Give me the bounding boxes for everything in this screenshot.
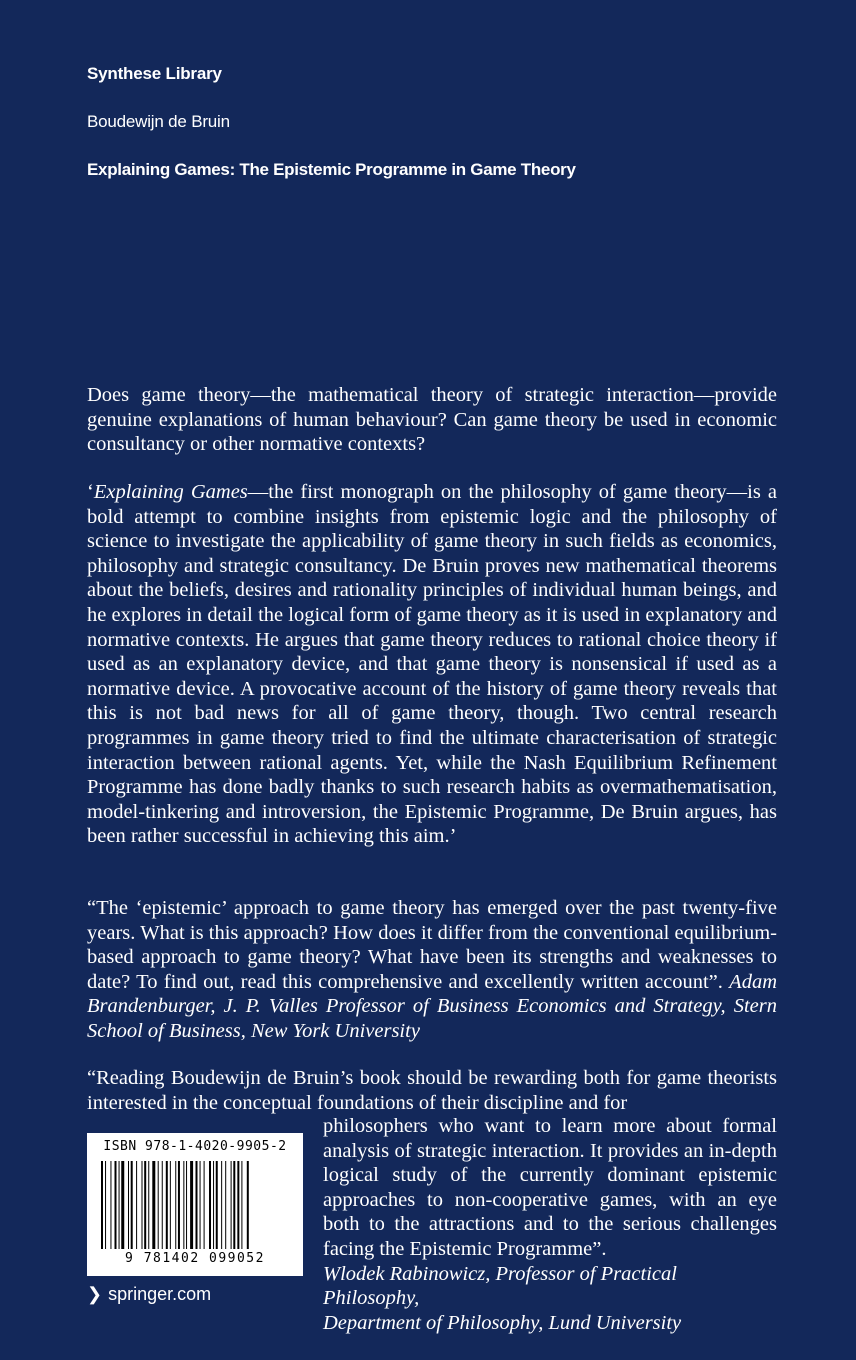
blurb-paragraph bbox=[87, 480, 777, 849]
barcode-bar bbox=[162, 1161, 163, 1249]
author-name: Boudewijn de Bruin bbox=[87, 112, 230, 131]
barcode-bar bbox=[200, 1161, 201, 1249]
review-quote-rabinowicz-rest bbox=[323, 1114, 777, 1335]
barcode-bar bbox=[186, 1161, 187, 1249]
review-attribution: Adam Brandenburger, J. P. Valles Professor of Business Economics and Strategy, Stern School of Business, New York University bbox=[87, 970, 777, 1042]
publisher-link[interactable] bbox=[87, 1284, 211, 1305]
review-attribution: Wlodek Rabinowicz, Professor of Practical Philosophy, bbox=[323, 1262, 677, 1310]
barcode-bar bbox=[148, 1161, 149, 1249]
barcode-bar bbox=[225, 1161, 226, 1249]
barcode-bar bbox=[110, 1161, 111, 1249]
blurb-book-title: Explaining Games bbox=[93, 481, 248, 503]
barcode-bar bbox=[216, 1161, 218, 1249]
barcode-bars bbox=[99, 1161, 291, 1253]
blurb-text: —the first monograph on the philosophy of game theory—is a bold attempt to combine insights from epistemic logic and the philosophy of science to investigate the applicability of game theory in such fields as economics, philosophy and strategic consultancy. De Bruin proves new mathematical theorems about the beliefs, desires and rationality principles of individual human beings, and he explores in detail the logical form of game theory as it is used in explanatory and normative contexts. He argues that game theory reduces to rational choice theory if used as an explanatory device, and that game theory is nonsensical if used as a normative device. A provocative account of the history of game theory reveals that this is not bad news for all of game theory, though. Two central research programmes in game theory tried to find the ultimate characterisation of strategic interaction between rational agents. Yet, while the Nash Equilibrium Refinement Programme has done badly thanks to such research habits as overmathematisation, model-tinkering and introversion, the Epistemic Programme, De Bruin argues, has been rather successful in achieving this aim.’ bbox=[87, 481, 777, 848]
barcode-bar bbox=[131, 1161, 133, 1249]
review-attribution-affiliation: Department of Philosophy, Lund University bbox=[323, 1311, 682, 1334]
barcode-bar bbox=[128, 1161, 129, 1249]
barcode-bar bbox=[190, 1161, 193, 1249]
review-quote-rabinowicz-start: “Reading Boudewijn de Bruin’s book should be rewarding both for game theorists interested in the conceptual foundations of their discipline and for bbox=[87, 1067, 777, 1114]
barcode-bar bbox=[183, 1161, 184, 1249]
publisher-link-text: springer.com bbox=[108, 1284, 212, 1304]
review-text: philosophers who want to learn more about formal analysis of strategic interaction. It provides an in-depth logical study of the currently dominant epistemic approaches to non-cooperative games, with an eye both to the attractions and to the serious challenges facing the Epistemic Programme”. bbox=[323, 1115, 777, 1260]
barcode-bar bbox=[105, 1161, 106, 1249]
barcode-digits: 9 781402 099052 bbox=[125, 1251, 265, 1266]
description-paragraph: Does game theory—the mathematical theory of strategic interaction—provide genuine explanations of human behaviour? Can game theory be used in economic consultancy or other normative contexts? bbox=[87, 384, 777, 456]
barcode-bar bbox=[152, 1161, 155, 1249]
barcode-bar bbox=[119, 1161, 120, 1249]
barcode-bar bbox=[213, 1161, 214, 1249]
barcode-bar bbox=[144, 1161, 146, 1249]
barcode-bar bbox=[241, 1161, 242, 1249]
book-title: Explaining Games: The Epistemic Programme in Game Theory bbox=[87, 160, 576, 179]
chevron-right-icon: ❯ bbox=[87, 1284, 103, 1304]
barcode-bar bbox=[247, 1161, 249, 1249]
barcode-bar bbox=[233, 1161, 235, 1249]
barcode-bar bbox=[209, 1161, 211, 1249]
isbn-barcode bbox=[87, 1133, 303, 1276]
review-quote-brandenburger bbox=[87, 896, 777, 1044]
barcode-bar bbox=[121, 1161, 124, 1249]
isbn-number: ISBN 978-1-4020-9905-2 bbox=[103, 1139, 287, 1154]
barcode-bar bbox=[175, 1161, 176, 1249]
barcode-bar bbox=[101, 1161, 103, 1249]
barcode-bar bbox=[142, 1161, 143, 1249]
barcode-bar bbox=[231, 1161, 232, 1249]
barcode-bar bbox=[136, 1161, 137, 1249]
review-text: “The ‘epistemic’ approach to game theory has emerged over the past twenty-five years. What is this approach? How does it differ from the conventional equilibrium-based approach to game theory? What have been its strengths and weaknesses to date? To find out, read this comprehensive and excellently written account”. bbox=[87, 897, 777, 993]
barcode-bar bbox=[158, 1161, 159, 1249]
barcode-bar bbox=[221, 1161, 222, 1249]
barcode-bar bbox=[237, 1161, 239, 1249]
barcode-bar bbox=[178, 1161, 180, 1249]
barcode-bar bbox=[170, 1161, 171, 1249]
series-name: Synthese Library bbox=[87, 64, 222, 83]
barcode-bar bbox=[196, 1161, 198, 1249]
barcode-bar bbox=[166, 1161, 168, 1249]
open-quote: ‘ bbox=[87, 481, 94, 503]
barcode-bar bbox=[115, 1161, 117, 1249]
barcode-bar bbox=[204, 1161, 205, 1249]
